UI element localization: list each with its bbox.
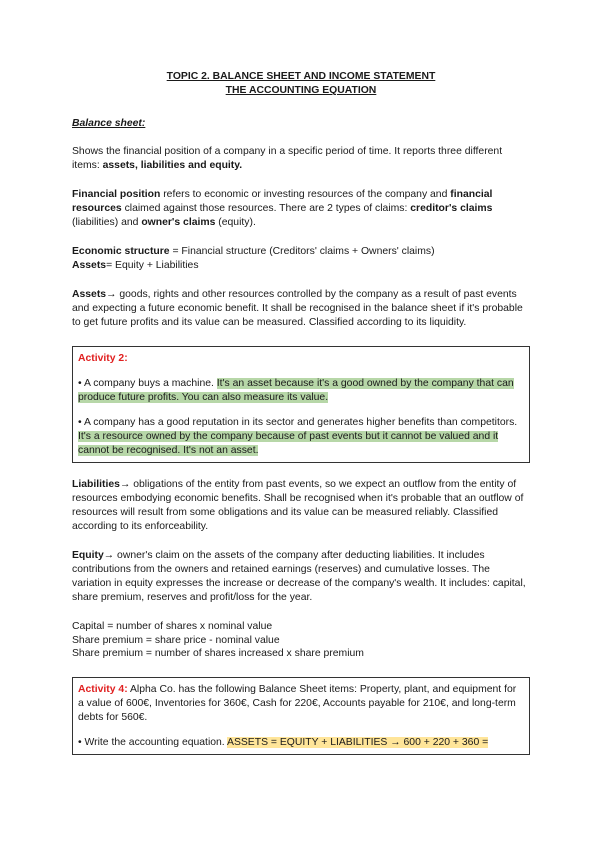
activity-2-item-1: • A company buys a machine. It's an asset because it's a good owned by the company that can produce future profits. You can also measure its value. bbox=[78, 378, 514, 403]
activity-4-statement: Activity 4: Alpha Co. has the following Balance Sheet items: Property, plant, and equipment for a value of 600€, Inventories for 360€, Cash for 220€, Accounts payable for 210€, and long-term debts for 560€. bbox=[78, 683, 517, 723]
title-line-2: THE ACCOUNTING EQUATION bbox=[225, 85, 377, 96]
assets-equation-line: Assets= Equity + Liabilities bbox=[72, 260, 199, 271]
activity-4-box bbox=[72, 677, 530, 755]
equity-paragraph: Equity→ owner's claim on the assets of the company after deducting liabilities. It includes contributions from the owners and retained earnings (reserves) and cumulative losses. The variation in equity expresses the increase or decrease of the company's wealth. It includes: capital, share premium, reserves and profit/loss for the year. bbox=[72, 550, 526, 603]
share-premium-formula: Share premium = share price - nominal value bbox=[72, 634, 280, 646]
balance-sheet-heading: Balance sheet: bbox=[72, 118, 146, 129]
liabilities-paragraph: Liabilities→ obligations of the entity from past events, so we expect an outflow from the entity of resources embodying economic benefits. Shall be recognised when it's probable that an outflow of resources will result from some obligations and its value can be measured reliably. Classified according to its enforceability. bbox=[72, 479, 524, 532]
balance-sheet-intro: Shows the financial position of a company in a specific period of time. It reports three different items: assets, liabilities and equity. bbox=[72, 146, 503, 171]
share-premium-formula-2: Share premium = number of shares increased x share premium bbox=[72, 648, 364, 659]
formula-block bbox=[72, 620, 530, 661]
activity-2-item-2: • A company has a good reputation in its sector and generates higher benefits than competitors. It's a resource owned by the company because of past events but it cannot be valued and it cannot be recognised. It's not an asset. bbox=[78, 417, 518, 456]
financial-position-paragraph: Financial position refers to economic or investing resources of the company and financial resources claimed against those resources. There are 2 types of claims: creditor's claims (liabilities) and owner's claims (equity). bbox=[72, 189, 493, 228]
document-title bbox=[72, 70, 530, 98]
document-page bbox=[72, 70, 530, 755]
activity-2-box bbox=[72, 346, 530, 463]
activity-2-label: Activity 2: bbox=[78, 353, 128, 364]
economic-structure-line: Economic structure = Financial structure (Creditors' claims + Owners' claims) bbox=[72, 246, 435, 257]
capital-formula: Capital = number of shares x nominal value bbox=[72, 621, 273, 632]
activity-4-item: • Write the accounting equation. ASSETS = EQUITY + LIABILITIES → 600 + 220 + 360 = bbox=[78, 736, 489, 748]
assets-paragraph: Assets→ goods, rights and other resources controlled by the company as a result of past events and expecting a future economic benefit. It shall be recognised in the balance sheet if it's probable to get future profits and its value can be measured. Classified according to its liquidity. bbox=[72, 289, 523, 328]
title-line-1: TOPIC 2. BALANCE SHEET AND INCOME STATEMENT bbox=[166, 71, 436, 82]
